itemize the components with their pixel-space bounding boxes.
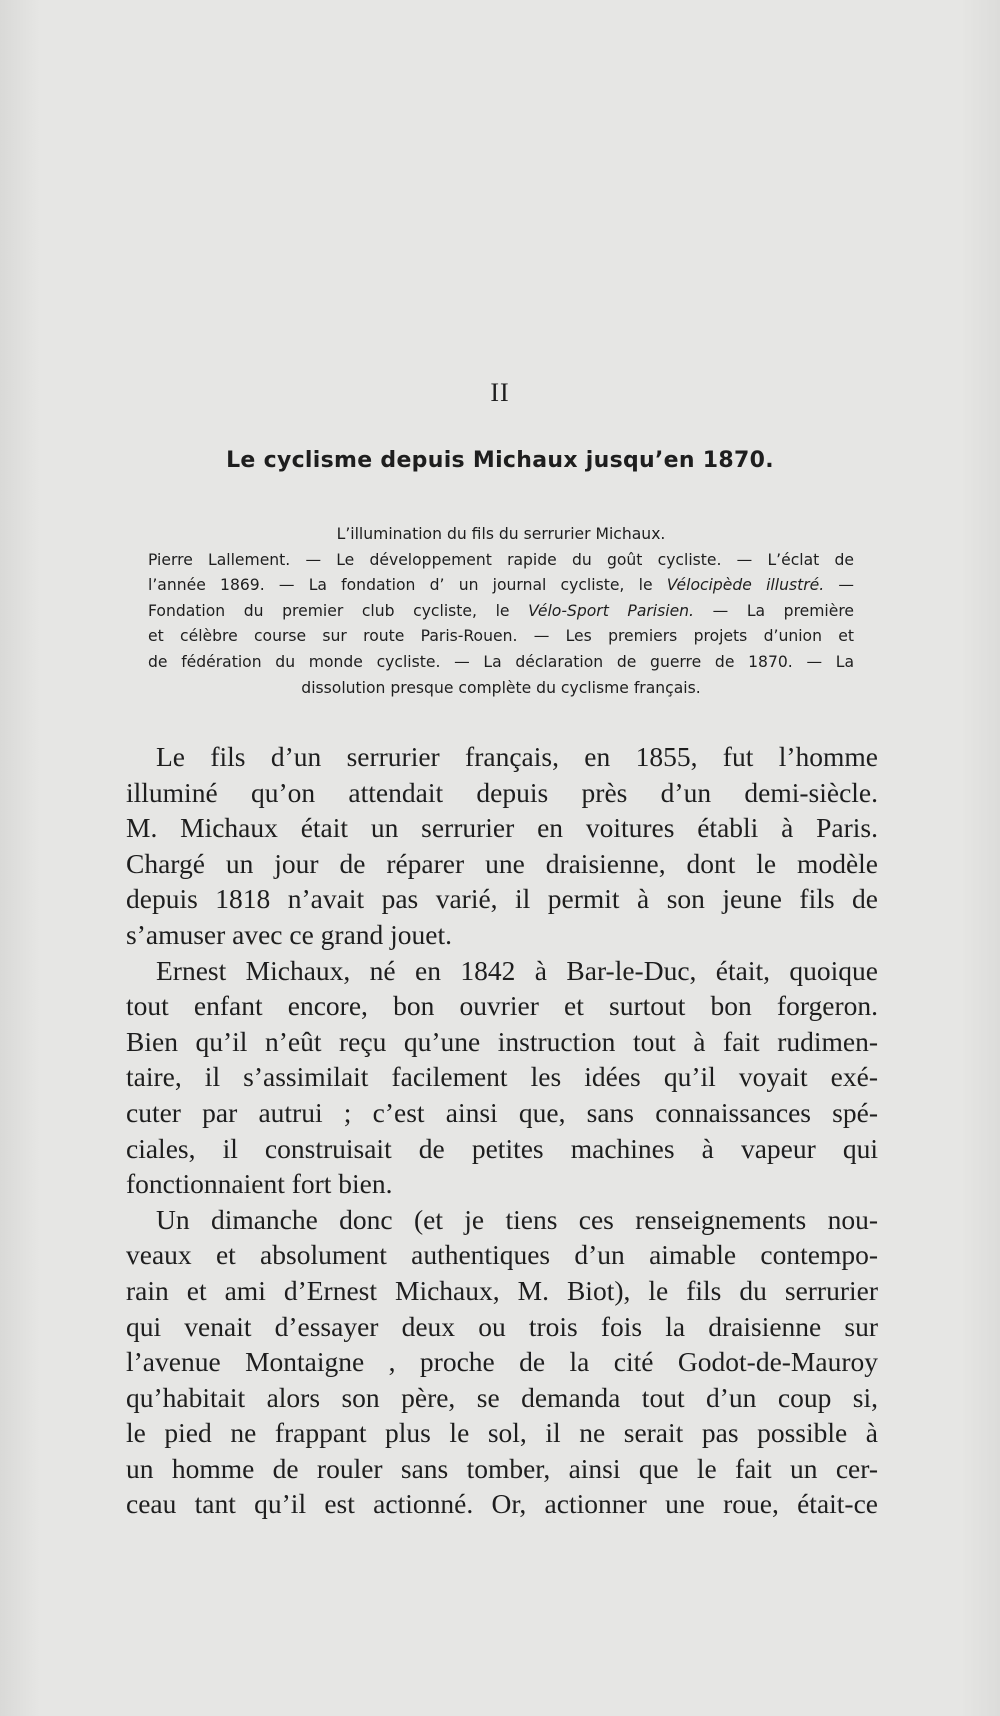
body-line: taire, il s’assimilait facilement les idées qu’il voyait exé- <box>126 1061 878 1093</box>
chapter-number: II <box>490 378 510 407</box>
body-line: Le fils d’un serrurier français, en 1855, fut l’homme <box>156 741 878 772</box>
summary-italic: Vélo-Sport Parisien. <box>528 601 695 620</box>
body-line: M. Michaux était un serrurier en voitures établi à Paris. <box>126 812 878 844</box>
body-line: Un dimanche donc (et je tiens ces renseignements nou- <box>156 1203 878 1235</box>
summary-line: L’illumination du fils du serrurier Michaux. <box>336 525 666 543</box>
body-line: Bien qu’il n’eût reçu qu’une instruction tout à fait rudimen- <box>126 1025 878 1057</box>
body-line: ciales, il construisait de petites machines à vapeur qui <box>126 1132 878 1164</box>
body-line: ceau tant qu’il est actionné. Or, actionner une roue, était-ce <box>126 1488 878 1520</box>
summary-line: Fondation du premier club cycliste, le Vélo-Sport Parisien. — La première <box>148 601 855 620</box>
body-text <box>126 739 878 1522</box>
body-line: s’amuser avec ce grand jouet. <box>126 918 453 950</box>
body-line: l’avenue Montaigne , proche de la cité Godot-de-Mauroy <box>126 1346 878 1378</box>
body-line: cuter par autrui ; c’est ainsi que, sans connaissances spé- <box>126 1096 878 1128</box>
summary-line: de fédération du monde cycliste. — La déclaration de guerre de 1870. — La <box>148 652 854 671</box>
summary-line: Pierre Lallement. — Le développement rapide du goût cycliste. — L’éclat de <box>148 550 854 569</box>
chapter-summary <box>148 522 854 701</box>
body-line: veaux et absolument authentiques d’un aimable contempo- <box>126 1239 878 1271</box>
body-line: qu’habitait alors son père, se demanda tout d’un coup si, <box>126 1381 878 1413</box>
body-line: tout enfant encore, bon ouvrier et surtout bon forgeron. <box>126 990 878 1022</box>
body-line: qui venait d’essayer deux ou trois fois la draisienne sur <box>126 1310 878 1342</box>
summary-line: l’année 1869. — La fondation d’ un journal cycliste, le Vélocipède illustré. — <box>148 576 855 595</box>
chapter-title: Le cyclisme depuis Michaux jusqu’en 1870. <box>226 448 774 473</box>
body-line: depuis 1818 n’avait pas varié, il permit à son jeune fils de <box>126 883 878 915</box>
body-line: un homme de rouler sans tomber, ainsi que le fait un cer- <box>126 1452 878 1484</box>
summary-line: et célèbre course sur route Paris-Rouen. — Les premiers projets d’union et <box>148 627 854 646</box>
body-line: fonctionnaient fort bien. <box>126 1168 393 1200</box>
body-line: Ernest Michaux, né en 1842 à Bar-le-Duc, était, quoique <box>156 954 878 986</box>
body-line: Chargé un jour de réparer une draisienne, dont le modèle <box>126 847 878 879</box>
body-line: le pied ne frappant plus le sol, il ne serait pas possible à <box>126 1417 878 1449</box>
summary-italic: Vélocipède illustré. <box>666 576 825 595</box>
summary-line: dissolution presque complète du cyclisme français. <box>301 678 701 697</box>
body-line: illuminé qu’on attendait depuis près d’un demi-siècle. <box>126 776 878 808</box>
body-line: rain et ami d’Ernest Michaux, M. Biot), le fils du serrurier <box>126 1274 878 1306</box>
